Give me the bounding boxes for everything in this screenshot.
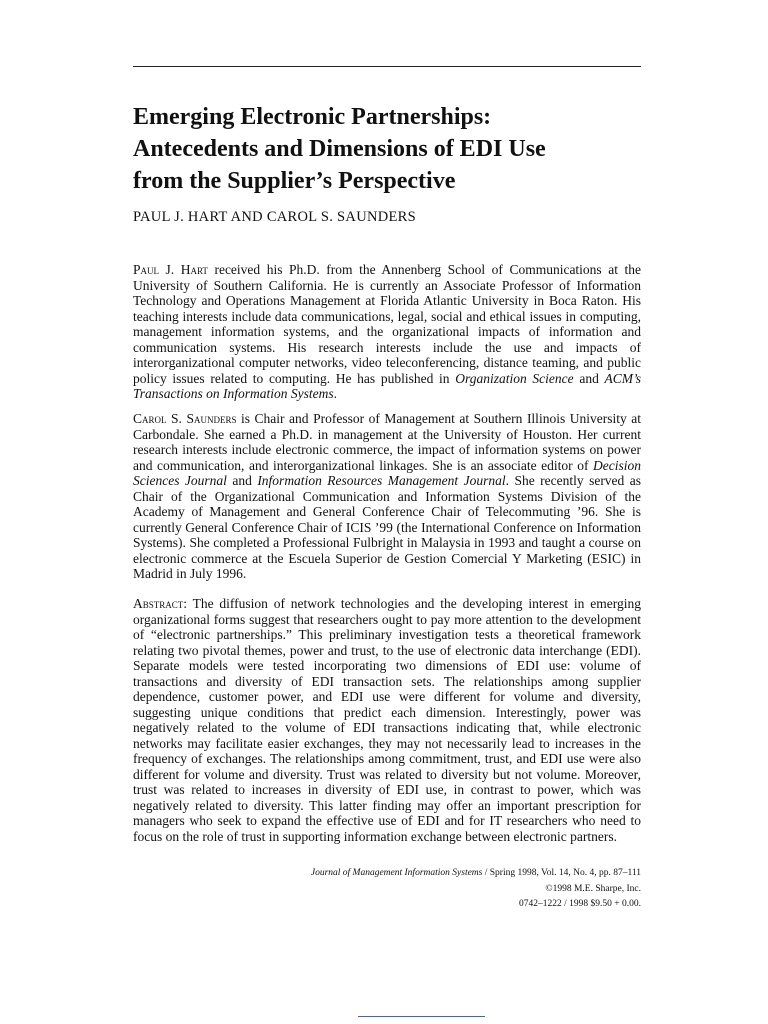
bio-hart-publication-1: Organization Science [455, 370, 574, 386]
bio-hart-name: Paul J. Hart [133, 262, 208, 277]
journal-name: Journal of Management Information Systems [310, 868, 483, 878]
copyright-line: ©1998 M.E. Sharpe, Inc. [545, 883, 641, 894]
bio-saunders-text-2: and [226, 473, 258, 488]
bio-hart-text-1: received his Ph.D. from the Annenberg School of Communications at the University of Southern California. He is currently an Associate Professor of Information Technology and Operations Management at Florida Atlantic University in Boca Raton. His teaching interests include data communications, legal, social and ethical issues in computing, management information systems, and the organizational impacts of information and communication systems. His research interests include the use and impacts of interorganizational computer networks, video teleconferencing, distance teaming, and public policy issues related to computing. He has published in [133, 262, 641, 386]
bio-hart-text-3: . [333, 386, 338, 401]
citation-journal-line [311, 866, 641, 882]
bio-saunders-publication-1: Decision Sciences Journal [133, 457, 641, 488]
journal-details: / Spring 1998, Vol. 14, No. 4, pp. 87–111 [482, 868, 641, 878]
author-byline: PAUL J. HART AND CAROL S. SAUNDERS [133, 209, 417, 225]
title-line-2: Antecedents and Dimensions of EDI Use [133, 136, 546, 162]
bio-saunders-publication-2: Information Resources Management Journal [257, 473, 506, 488]
abstract-label: Abstract: [133, 596, 188, 611]
bio-saunders-text-1: is Chair and Professor of Management at Southern Illinois University at Carbondale. She earned a Ph.D. in management at the University of Houston. Her current research interests include electronic commerce, the impact of information systems on power and communication, and interorganizational linkages. She is an associate editor of [133, 411, 641, 473]
abstract-text: The diffusion of network technologies and the developing interest in emerging organizational forms suggest that researchers ought to pay more attention to the development of “electronic partnerships.” This preliminary investigation tests a theoretical framework relating two pivotal themes, power and trust, to the use of electronic data interchange (EDI). Separate models were tested incorporating two dimensions of EDI use: volume of transactions and diversity of EDI transaction sets. The relationships among supplier dependence, customer power, and EDI use were different for volume and diversity, suggesting unique conditions that predict each dimension. Interestingly, power was negatively related to the volume of EDI transactions indicating that, while electronic networks may facilitate easier exchanges, they may not necessarily lead to increases in the frequency of exchanges. The relationships among commitment, trust, and EDI use were also different for volume and diversity. Trust was related to diversity but not volume. Moreover, trust was related to increases in diversity of EDI use, in contrast to power, which was negatively related to diversity. This latter finding may offer an important prescription for managers who seek to expand the effective use of EDI and for IT researchers who need to focus on the role of trust in supporting information exchange between electronic partners. [133, 596, 641, 844]
header-rule [133, 66, 641, 67]
bio-saunders-name: Carol S. Saunders [133, 411, 237, 426]
bio-hart-publication-2: ACM’s Transactions on Information Systems [133, 370, 642, 401]
citation-block [311, 866, 641, 913]
bio-saunders-text-3: . She recently served as Chair of the Organizational Communication and Information Systems Division of the Academy of Management and General Conference Chair of Telecommuting ’96. She is currently General Conference Chair of ICIS ’99 (the International Conference on Information Systems). She completed a Professional Fulbright in Malaysia in 1993 and taught a course on electronic commerce at the Escuela Superior de Gestion Comercial Y Marketing (ESIC) in Madrid in July 1996. [133, 473, 641, 581]
author-bio-hart [133, 262, 641, 402]
abstract [133, 596, 641, 844]
issn-line: 0742–1222 / 1998 $9.50 + 0.00. [519, 899, 641, 909]
bio-hart-text-2: and [573, 370, 605, 386]
author-bio-saunders [133, 411, 641, 582]
footer-link-underline[interactable] [358, 1016, 485, 1017]
title-line-3: from the Supplier’s Perspective [133, 168, 456, 194]
article-title [133, 101, 653, 197]
title-line-1: Emerging Electronic Partnerships: [133, 104, 492, 130]
